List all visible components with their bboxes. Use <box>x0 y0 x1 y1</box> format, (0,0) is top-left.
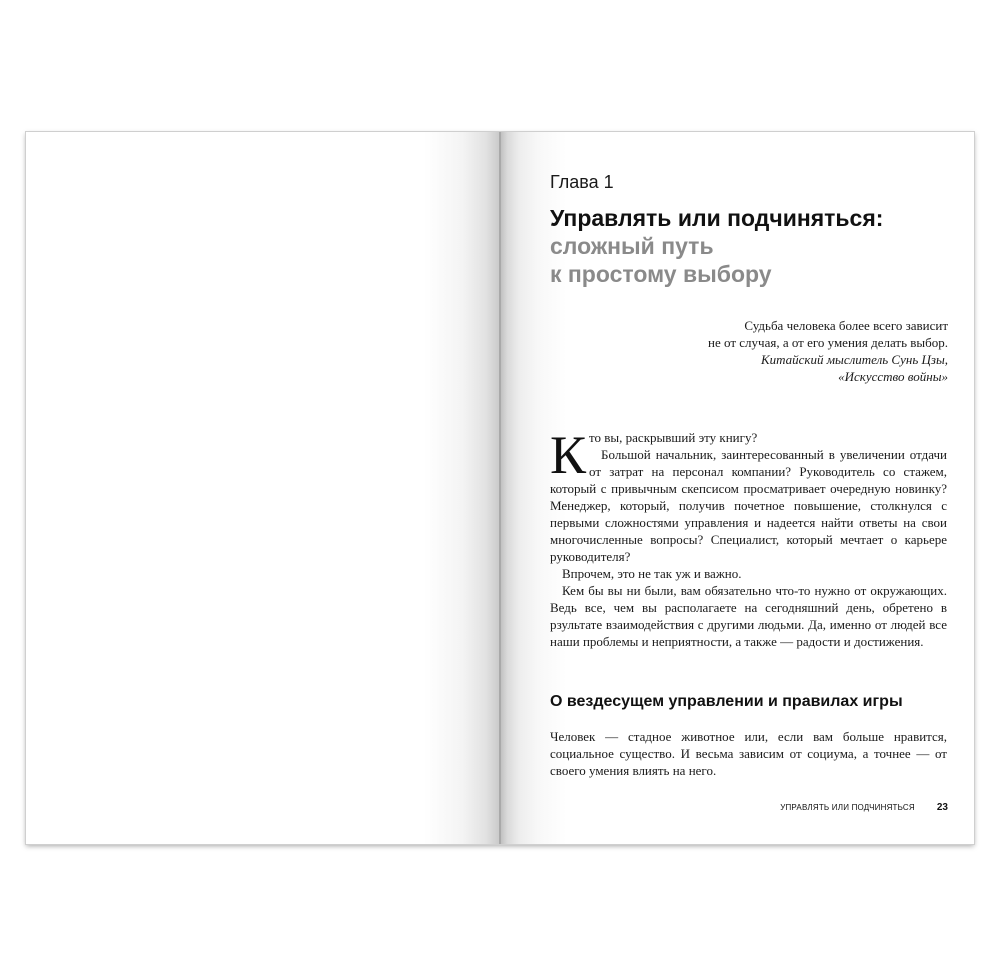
chapter-title: Управлять или подчиняться: <box>550 205 884 231</box>
body-paragraph-4: Кем бы вы ни были, вам обязательно что-то нужно от окружающих. Ведь все, чем вы располагаете на сегодняшний день, обретено в рзультате взаимодействия с другими людьми. Да, именно от людей все наши проблемы и неприятности, а также — радости и достижения. <box>550 583 947 649</box>
section-paragraph-1: Человек — стадное животное или, если вам больше нравится, социальное существо. И весьма зависим от социума, а точнее — от своего умения влиять на него. <box>550 729 947 778</box>
chapter-subtitle-line-2: к простому выбору <box>550 261 772 287</box>
epigraph-attribution-line-2: «Искусство войны» <box>838 369 948 384</box>
book-spine <box>499 132 501 844</box>
epigraph-attribution-line-1: Китайский мыслитель Сунь Цзы, <box>760 352 948 367</box>
chapter-label: Глава 1 <box>550 172 614 192</box>
body-paragraph-1: то вы, раскрывший эту книгу? <box>589 430 758 445</box>
page-footer <box>780 798 948 816</box>
epigraph <box>708 317 948 385</box>
dropcap-letter: К <box>550 425 587 485</box>
body-paragraph-3: Впрочем, это не так уж и важно. <box>562 566 742 581</box>
section-text <box>550 728 947 779</box>
body-text <box>550 425 947 650</box>
running-head: УПРАВЛЯТЬ ИЛИ ПОДЧИНЯТЬСЯ <box>780 802 915 812</box>
body-paragraph-2: Большой начальник, заинтересованный в увеличении отдачи от затрат на персонал компании? Руководитель со стажем, который с привычным скепсисом просматривает очередную новинку? Менеджер, который, получив почетное повышение, столкнулся с первыми сложностями управления и надеется найти ответы на свои многочисленные вопросы? Специалист, который мечтает о карьере руководителя? <box>550 447 947 564</box>
chapter-subtitle <box>550 232 772 288</box>
section-heading: О вездесущем управлении и правилах игры <box>550 693 903 710</box>
epigraph-line-2: не от случая, а от его умения делать выбор. <box>708 335 948 350</box>
chapter-subtitle-line-1: сложный путь <box>550 233 714 259</box>
page-number: 23 <box>936 801 948 813</box>
left-page-blank <box>26 132 500 844</box>
epigraph-line-1: Судьба человека более всего зависит <box>744 318 948 333</box>
book-spread <box>26 132 974 844</box>
